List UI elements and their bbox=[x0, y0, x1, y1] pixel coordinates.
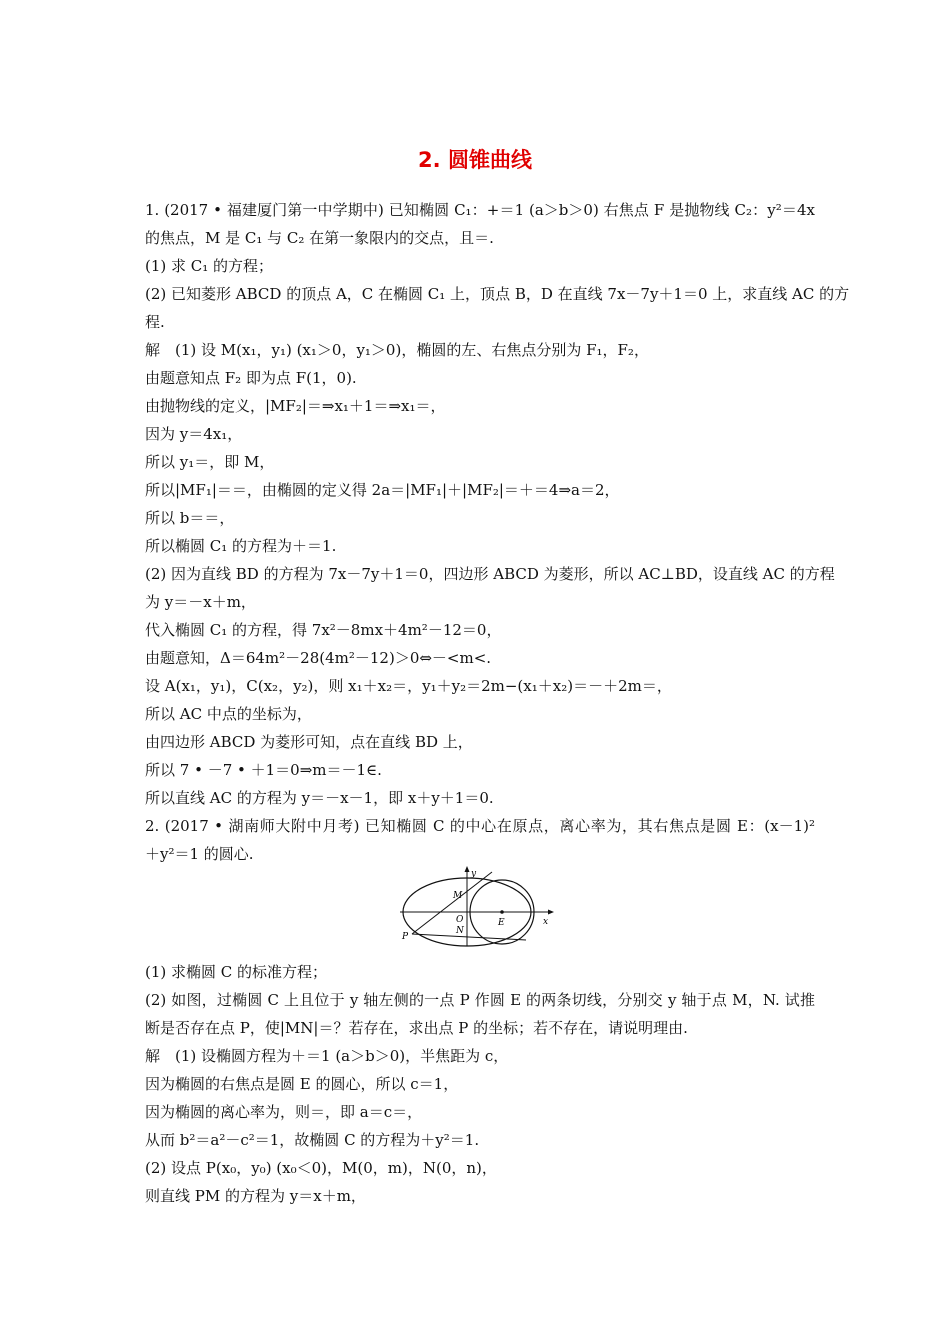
text-line: 因为椭圆的离心率为，则＝，即 a＝c＝， bbox=[145, 1103, 423, 1121]
label-e: E bbox=[498, 918, 505, 928]
text-line: 解 (1) 设椭圆方程为＋＝1 (a＞b＞0)，半焦距为 c， bbox=[145, 1047, 509, 1065]
text-line: 所以 y₁＝，即 M， bbox=[145, 453, 275, 471]
text-line: 2. (2017 • 湖南师大附中月考) 已知椭圆 C 的中心在原点，离心率为，其右焦点是圆 E：(x－1)² bbox=[145, 817, 815, 835]
text-line: 所以椭圆 C₁ 的方程为＋＝1. bbox=[145, 537, 337, 555]
text-line: 为 y＝－x＋m， bbox=[145, 593, 256, 611]
y-axis-arrow bbox=[465, 866, 470, 872]
text-line: 所以直线 AC 的方程为 y＝－x－1，即 x＋y＋1＝0. bbox=[145, 789, 494, 807]
label-x: x bbox=[543, 917, 549, 927]
text-line: 代入椭圆 C₁ 的方程，得 7x²－8mx＋4m²－12＝0， bbox=[145, 621, 502, 639]
page-title: 2. 圆锥曲线 bbox=[418, 148, 532, 172]
text-line: 则直线 PM 的方程为 y＝x＋m， bbox=[145, 1187, 366, 1205]
ellipse-circle-figure bbox=[398, 866, 558, 950]
text-line: 所以 AC 中点的坐标为， bbox=[145, 705, 312, 723]
text-line: (2) 设点 P(x₀，y₀) (x₀＜0)，M(0，m)，N(0，n)， bbox=[145, 1159, 497, 1177]
text-line: 由四边形 ABCD 为菱形可知，点在直线 BD 上， bbox=[145, 733, 473, 751]
text-line: (2) 已知菱形 ABCD 的顶点 A，C 在椭圆 C₁ 上，顶点 B，D 在直线 7x－7y＋1＝0 上，求直线 AC 的方 bbox=[145, 285, 850, 303]
label-o: O bbox=[456, 915, 464, 925]
text-line: 程. bbox=[145, 313, 165, 331]
text-line: 由题意知，Δ＝64m²－28(4m²－12)＞0⇔－<m<. bbox=[145, 649, 492, 667]
text-line: 所以 7 • －7 • ＋1＝0⇒m＝－1∈. bbox=[145, 761, 382, 779]
label-p: P bbox=[402, 932, 409, 942]
text-line: 设 A(x₁，y₁)，C(x₂，y₂)，则 x₁＋x₂＝，y₁＋y₂＝2m−(x₁＋x₂)＝－＋2m＝， bbox=[145, 677, 672, 695]
text-line: 解 (1) 设 M(x₁，y₁) (x₁＞0，y₁＞0)，椭圆的左、右焦点分别为 F₁，F₂， bbox=[145, 341, 649, 359]
text-line: 断是否存在点 P，使|MN|＝？若存在，求出点 P 的坐标；若不存在，请说明理由. bbox=[145, 1019, 688, 1037]
text-line: 1. (2017 • 福建厦门第一中学期中) 已知椭圆 C₁：+＝1 (a＞b＞0) 右焦点 F 是抛物线 C₂：y²＝4x bbox=[145, 201, 815, 219]
text-line: 由抛物线的定义，|MF₂|＝⇒x₁＋1＝⇒x₁＝， bbox=[145, 397, 446, 415]
text-line: 从而 b²＝a²－c²＝1，故椭圆 C 的方程为＋y²＝1. bbox=[145, 1131, 480, 1149]
text-line: 因为 y＝4x₁， bbox=[145, 425, 243, 443]
text-line: 由题意知点 F₂ 即为点 F(1，0). bbox=[145, 369, 357, 387]
label-y: y bbox=[471, 869, 477, 879]
text-line: ＋y²＝1 的圆心. bbox=[145, 845, 254, 863]
text-line: 所以|MF₁|＝＝，由椭圆的定义得 2a＝|MF₁|＋|MF₂|＝＋＝4⇒a＝2， bbox=[145, 481, 620, 499]
label-n: N bbox=[456, 926, 464, 936]
text-line: 的焦点，M 是 C₁ 与 C₂ 在第一象限内的交点，且＝. bbox=[145, 229, 494, 247]
tangent-line-pm bbox=[412, 872, 492, 934]
text-line: (1) 求椭圆 C 的标准方程； bbox=[145, 963, 328, 981]
label-m: M bbox=[453, 891, 463, 901]
text-line: 因为椭圆的右焦点是圆 E 的圆心，所以 c＝1， bbox=[145, 1075, 459, 1093]
text-line: (2) 如图，过椭圆 C 上且位于 y 轴左侧的一点 P 作圆 E 的两条切线，分别交 y 轴于点 M，N. 试推 bbox=[145, 991, 815, 1009]
text-line: (2) 因为直线 BD 的方程为 7x－7y＋1＝0，四边形 ABCD 为菱形，所以 AC⊥BD，设直线 AC 的方程 bbox=[145, 565, 835, 583]
x-axis-arrow bbox=[548, 910, 554, 915]
text-line: (1) 求 C₁ 的方程； bbox=[145, 257, 274, 275]
point-e bbox=[500, 910, 504, 914]
text-line: 所以 b＝＝， bbox=[145, 509, 235, 527]
